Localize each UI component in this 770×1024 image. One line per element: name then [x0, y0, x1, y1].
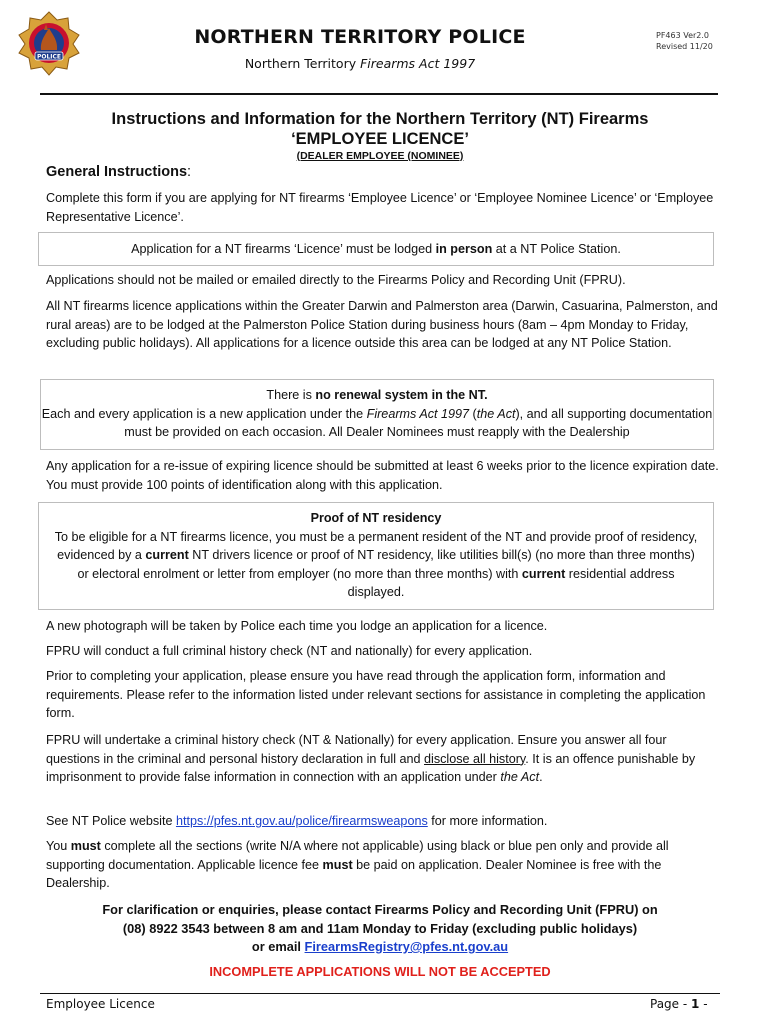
box2-act-name: Firearms Act 1997 [366, 406, 470, 421]
title-line-2: ‘EMPLOYEE LICENCE’ [291, 130, 469, 148]
footer-page-number [650, 997, 708, 1011]
box1-text-c: at a NT Police Station. [492, 242, 621, 256]
act-prefix: Northern Territory [244, 56, 361, 71]
paragraph-criminal-history [46, 731, 722, 787]
nt-police-badge-logo [16, 10, 82, 76]
p10-text-e: be paid on application. Dealer Nominee is free with the Dealership. [46, 857, 662, 890]
box3-text-e: residential address displayed. [347, 566, 675, 599]
box3-text-a: To be eligible for a NT firearms licence, you must be a permanent resident of the NT and provide proof of residency, evidenced by a [54, 529, 698, 562]
box3-heading: Proof of NT residency [310, 511, 442, 525]
box3-current-1: current [145, 548, 189, 562]
box3-text-c: NT drivers licence or proof of NT residency, like utilities bill(s) (no more than three months) or electoral enrolment or letter from employer (no more than three months) with [77, 548, 695, 581]
notice-box-in-person [38, 232, 714, 266]
p8-text-a: FPRU will undertake a criminal history check (NT & Nationally) for every application. Ensure you answer all four questions in the criminal and personal history declaration in full and [46, 733, 667, 766]
paragraph-photograph: A new photograph will be taken by Police each time you lodge an application for a licence. [46, 619, 548, 633]
p9-text-b: for more information. [427, 814, 548, 828]
p10-text-c: complete all the sections (write N/A where not applicable) using black or blue pen only and provide all supporting documentation. Applicable licence fee [46, 839, 669, 872]
paragraph-prior-reading: Prior to completing your application, please ensure you have read through the application form, information and requirements. Please refer to the information listed under relevant sections for assistance in completing the application form. [46, 669, 706, 720]
act-reference [150, 56, 570, 71]
police-website-link[interactable]: https://pfes.nt.gov.au/police/firearmsweapons [175, 814, 428, 828]
contact-email-prefix: or email [251, 939, 305, 954]
paragraph-completion [46, 837, 722, 893]
logo-text: POLICE [36, 53, 62, 61]
fpru-email-link[interactable]: FirearmsRegistry@pfes.nt.gov.au [304, 939, 509, 954]
agency-title: NORTHERN TERRITORY POLICE [194, 26, 526, 48]
paragraph-intro: Complete this form if you are applying for NT firearms ‘Employee Licence’ or ‘Employee Nominee Licence’ or ‘Employee Representative Licence’. [46, 191, 714, 224]
paragraph-history-check: FPRU will conduct a full criminal history check (NT and nationally) for every application. [46, 644, 533, 658]
p9-text-a: See NT Police website [46, 814, 176, 828]
p8-text-e: . [539, 770, 543, 784]
paragraph-website [46, 812, 722, 831]
title-line-1: Instructions and Information for the Northern Territory (NT) Firearms [111, 110, 649, 128]
paragraph-lodgement: All NT firearms licence applications within the Greater Darwin and Palmerston area (Darwin, Casuarina, Palmerston, and rural areas) are to be lodged at the Palmerston Police Station during business hours (8am – 4pm Monday to Friday, excluding public holidays). All applications for a licence outside this area can be lodged at any NT Police Station. [46, 299, 718, 350]
box1-text-a: Application for a NT firearms ‘Licence’ must be lodged [131, 242, 436, 256]
act-name: Firearms Act 1997 [360, 56, 476, 71]
box3-current-2: current [521, 566, 566, 581]
p8-text-c: . It is an offence punishable by imprisonment to provide false information in connection with an application under [46, 751, 696, 784]
document-subtitle: (DEALER EMPLOYEE (NOMINEE) [296, 150, 464, 162]
box3-body [51, 528, 701, 602]
contact-block [40, 901, 720, 957]
contact-line-2: (08) 8922 3543 between 8 am and 11am Monday to Friday (excluding public holidays) [122, 920, 638, 936]
section-heading [46, 164, 191, 180]
box2-text-e: ), and all supporting documentation must be provided on each occasion. All Dealer Nominees must reapply with the Dealership [124, 406, 713, 439]
box1-emphasis: in person [435, 242, 493, 256]
section-heading-colon: : [187, 164, 192, 180]
box2-paren: ( [469, 406, 477, 421]
notice-box-residency [38, 502, 714, 610]
p8-disclose: disclose all history [424, 751, 526, 766]
incomplete-warning: INCOMPLETE APPLICATIONS WILL NOT BE ACCEPTED [209, 964, 551, 979]
p10-must-1: must [70, 839, 101, 853]
box2-line-2 [41, 405, 713, 442]
footer-rule [40, 993, 720, 994]
page-suffix: - [699, 997, 708, 1011]
document-title [40, 109, 720, 149]
footer-form-name: Employee Licence [46, 997, 155, 1011]
p10-text-a: You [46, 839, 71, 853]
page-prefix: Page - [650, 997, 692, 1011]
paragraph-reissue: Any application for a re-issue of expiring licence should be submitted at least 6 weeks prior to the licence expiration date. You must provide 100 points of identification along with this application. [46, 459, 719, 492]
box2-text-b: Each and every application is a new application under the [41, 406, 367, 421]
p10-must-2: must [322, 857, 353, 872]
p8-the-act: the Act [500, 770, 540, 784]
box2-emphasis: no renewal system in the NT. [315, 388, 488, 402]
contact-line-3 [40, 938, 720, 957]
page-num: 1 [691, 997, 700, 1011]
box2-text-a: There is [266, 388, 316, 402]
notice-box-no-renewal [40, 379, 714, 450]
form-revised: Revised 11/20 [656, 42, 713, 51]
box2-line-1 [41, 386, 713, 405]
section-heading-text: General Instructions [46, 164, 188, 180]
header-rule [40, 93, 718, 95]
paragraph-no-mail: Applications should not be mailed or emailed directly to the Firearms Policy and Recording Unit (FPRU). [46, 273, 626, 287]
contact-line-1: For clarification or enquiries, please contact Firearms Policy and Recording Unit (FPRU) on [102, 902, 658, 917]
form-code [656, 30, 713, 52]
form-version: PF463 Ver2.0 [656, 31, 710, 40]
box2-the-act: the Act [476, 406, 516, 421]
